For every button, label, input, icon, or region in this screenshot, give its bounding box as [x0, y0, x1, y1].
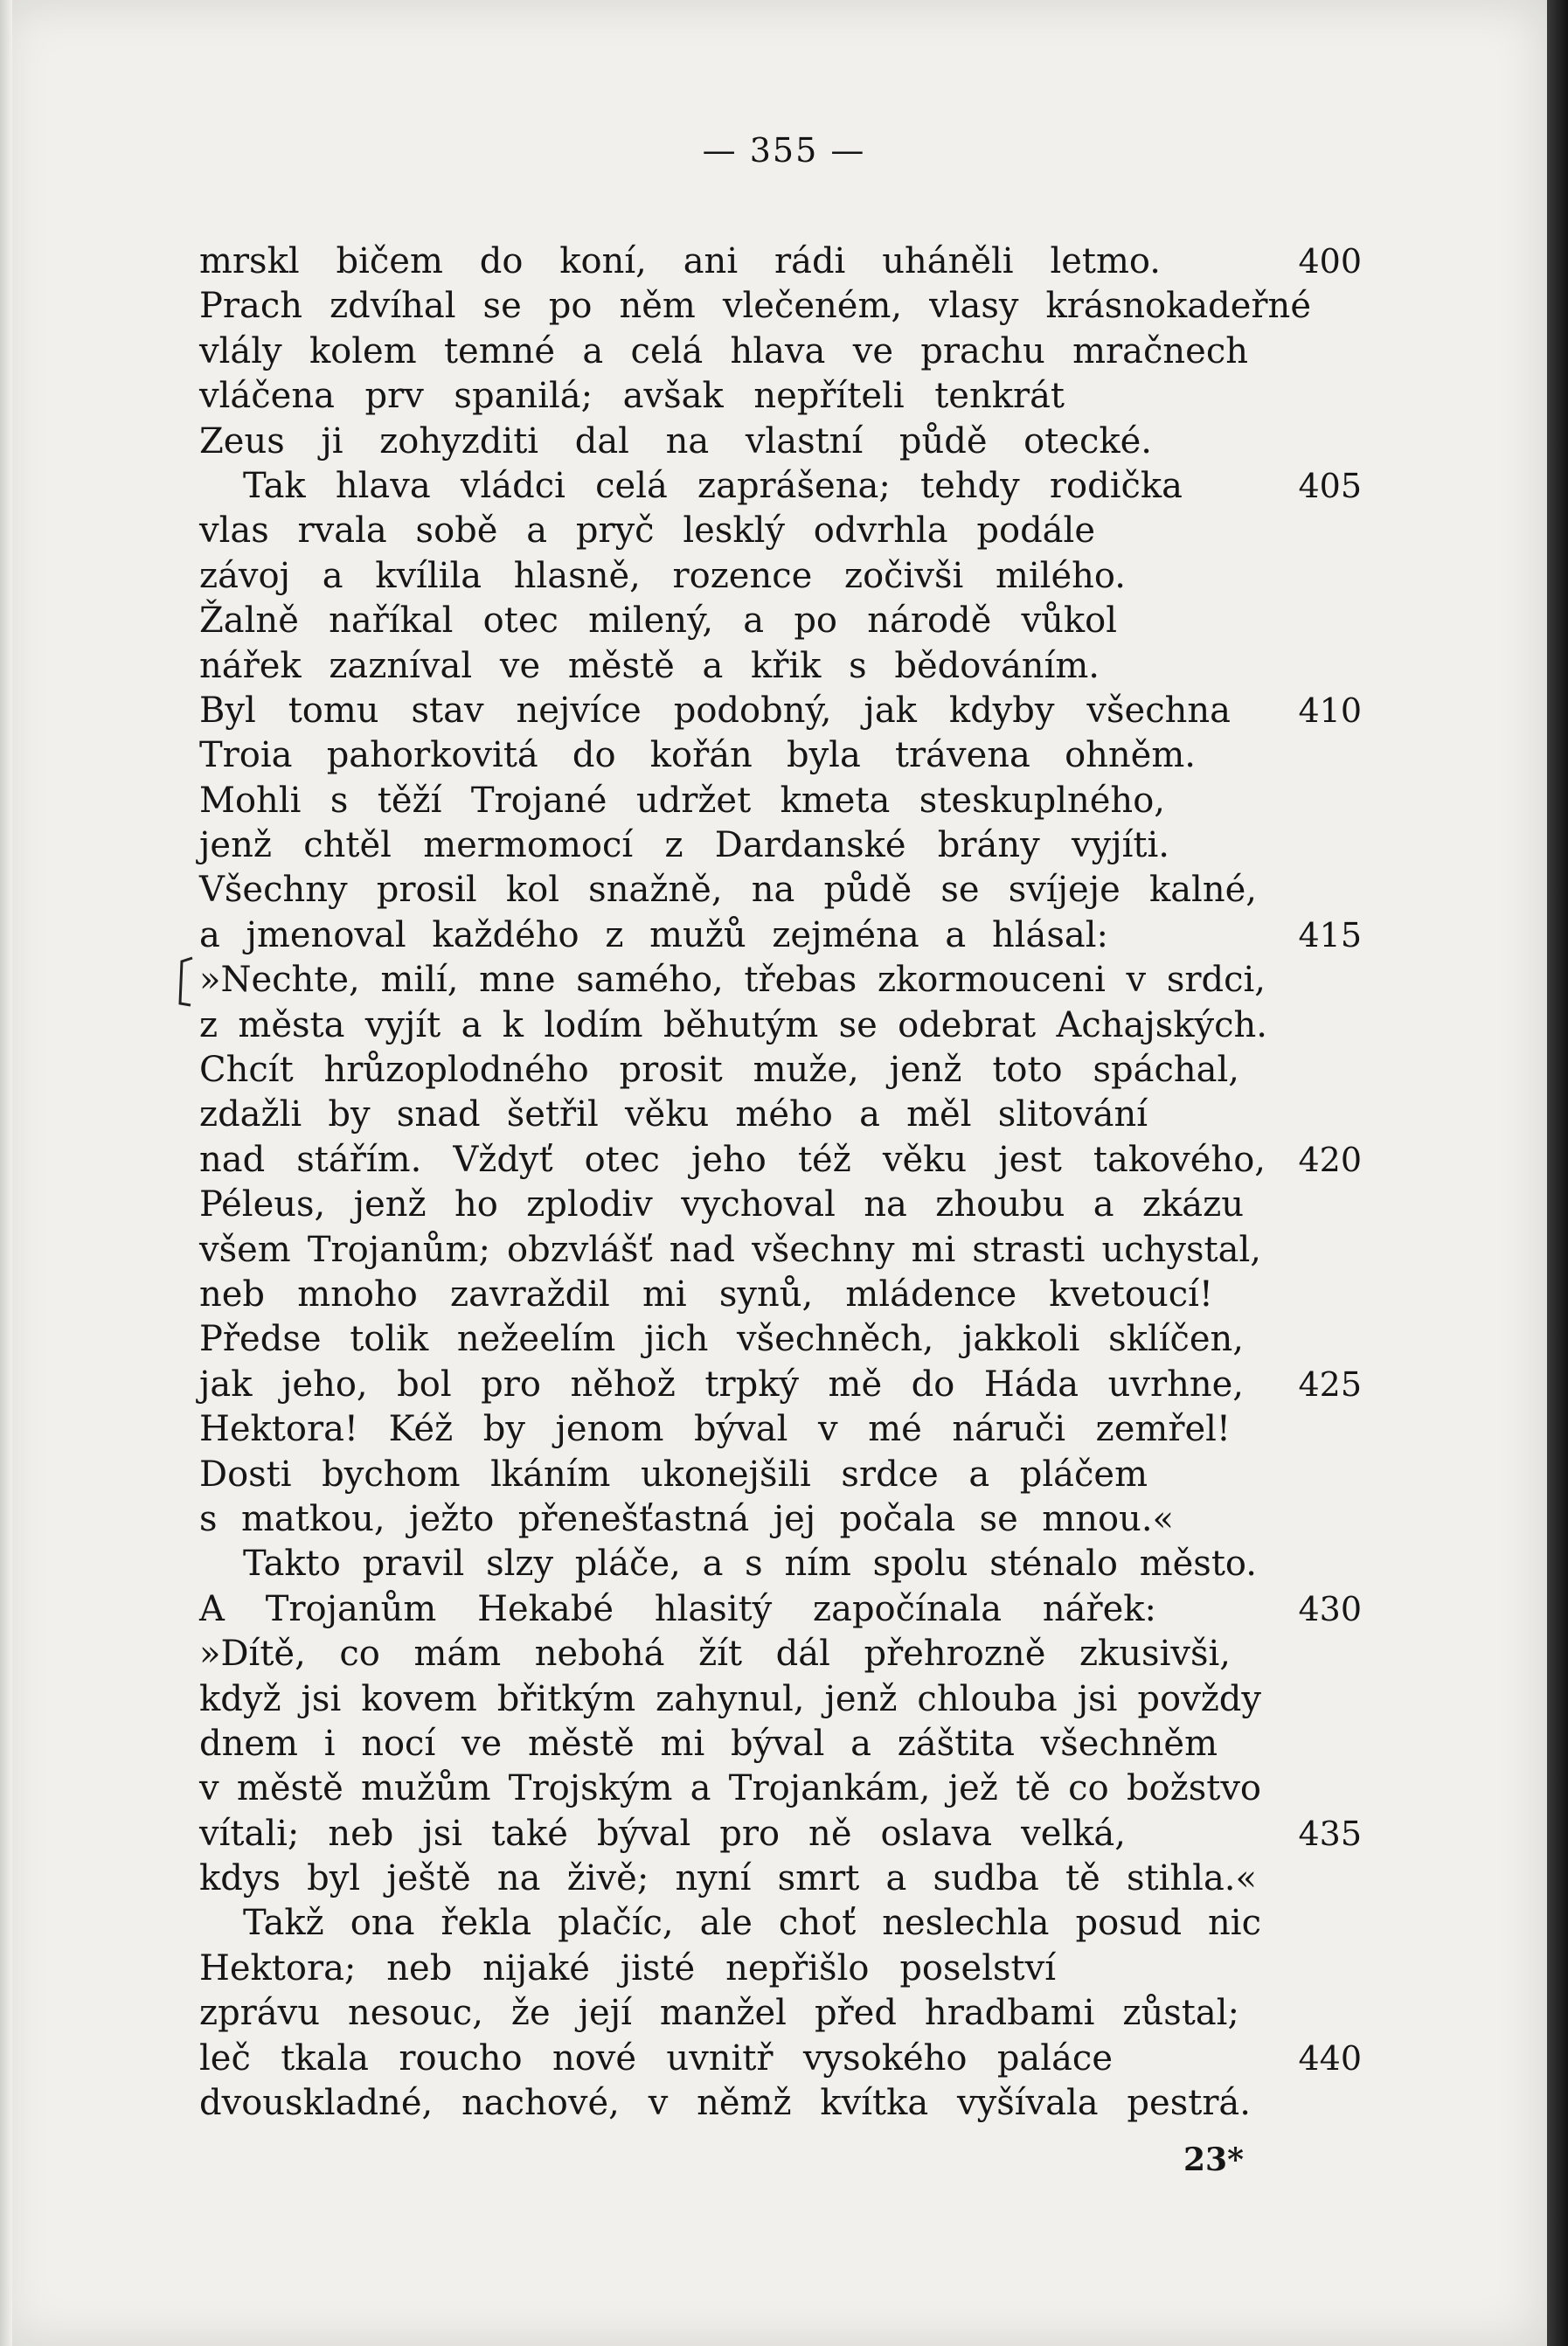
verse-text: Hektora; neb nijaké jisté nepřišlo poselství	[199, 1947, 1056, 1989]
verse-line	[199, 779, 1362, 823]
verse-line	[199, 1407, 1362, 1452]
verse-line	[199, 1587, 1362, 1632]
verse-text: Mohli s těží Trojané udržet kmeta steskuplného,	[199, 780, 1165, 821]
verse-text: vlály kolem temné a celá hlava ve prachu mračnech	[199, 330, 1248, 371]
line-number: 440	[1298, 2038, 1362, 2078]
verse-text: neb mnoho zavraždil mi synů, mládence kvetoucí!	[199, 1274, 1213, 1315]
verse-line	[199, 1632, 1362, 1676]
verse-text: všem Trojanům; obzvlášť nad všechny mi strasti uchystal,	[199, 1229, 1261, 1270]
verse-line	[199, 1497, 1362, 1542]
page-right-edge	[1547, 0, 1568, 2346]
line-number: 405	[1298, 466, 1362, 505]
verse-line	[199, 2037, 1362, 2081]
verse-line	[199, 733, 1362, 778]
verse-block	[199, 239, 1362, 2126]
verse-line	[199, 1857, 1362, 1901]
page-number: — 355 —	[702, 131, 866, 170]
verse-text: Chcít hrůzoplodného prosit muže, jenž toto spáchal,	[199, 1050, 1239, 1091]
verse-line	[199, 509, 1362, 553]
verse-line	[199, 1093, 1362, 1137]
verse-text: v městě mužům Trojským a Trojankám, jež tě co božstvo	[199, 1768, 1261, 1809]
verse-text: Hektora! Kéž by jenom býval v mé náruči zemřel!	[199, 1409, 1231, 1450]
verse-line	[199, 464, 1362, 509]
verse-text: závoj a kvílila hlasně, rozence zočivši milého.	[199, 555, 1126, 596]
verse-text: Troia pahorkovitá do kořán byla trávena ohněm.	[199, 735, 1196, 776]
verse-text: dvouskladné, nachové, v němž kvítka vyšívala pestrá.	[199, 2083, 1251, 2124]
verse-line	[199, 239, 1362, 284]
verse-text: Dosti bychom lkáním ukonejšili srdce a pláčem	[199, 1454, 1148, 1495]
page-left-edge	[0, 0, 12, 2346]
verse-text: nad stářím. Vždyť otec jeho též věku jest takového,	[199, 1139, 1266, 1180]
verse-text: jenž chtěl mermomocí z Dardanské brány vyjíti.	[199, 825, 1169, 866]
verse-line	[199, 1183, 1362, 1227]
verse-text: »Dítě, co mám nebohá žít dál přehrozně zkusivši,	[199, 1634, 1231, 1675]
verse-line	[199, 1228, 1362, 1273]
verse-line	[199, 284, 1362, 329]
verse-text: jak jeho, bol pro něhož trpký mě do Háda uvrhne,	[199, 1364, 1244, 1405]
verse-line	[199, 1722, 1362, 1766]
line-number: 415	[1298, 915, 1362, 954]
verse-text: dnem i nocí ve městě mi býval a záštita všechněm	[199, 1723, 1218, 1764]
verse-line	[199, 374, 1362, 419]
line-number: 425	[1298, 1364, 1362, 1404]
verse-line	[199, 868, 1362, 913]
verse-text: kdys byl ještě na živě; nyní smrt a sudba tě stihla.«	[199, 1858, 1257, 1899]
line-number: 410	[1298, 691, 1362, 730]
line-number: 430	[1298, 1589, 1362, 1628]
verse-text: vláčena prv spanilá; avšak nepříteli tenkrát	[199, 376, 1065, 417]
verse-text: vítali; neb jsi také býval pro ně oslava velká,	[199, 1813, 1126, 1854]
verse-text: Péleus, jenž ho zplodiv vychoval na zhoubu a zkázu	[199, 1184, 1244, 1225]
verse-line	[199, 1677, 1362, 1722]
verse-text: vlas rvala sobě a pryč lesklý odvrhla podále	[199, 510, 1095, 552]
line-number: 420	[1298, 1140, 1362, 1179]
verse-line	[199, 1947, 1362, 1991]
verse-text: Prach zdvíhal se po něm vlečeném, vlasy krásnokadeřné	[199, 286, 1311, 327]
verse-line	[199, 1317, 1362, 1362]
verse-text: zprávu nesouc, že její manžel před hradbami zůstal;	[199, 1993, 1239, 2034]
verse-text: Žalně naříkal otec milený, a po národě vůkol	[199, 600, 1117, 642]
verse-text: s matkou, ježto přenešťastná jej počala se mnou.«	[199, 1498, 1174, 1539]
verse-line	[199, 599, 1362, 643]
verse-text: Takto pravil slzy pláče, a s ním spolu sténalo město.	[243, 1544, 1257, 1585]
verse-line	[199, 330, 1362, 374]
verse-line	[199, 554, 1362, 599]
verse-text: Takž ona řekla plačíc, ale choť neslechla posud nic	[243, 1903, 1261, 1944]
margin-bracket-mark	[175, 954, 196, 1007]
verse-line	[199, 644, 1362, 689]
verse-text: z města vyjít a k lodím běhutým se odebrat Achajských.	[199, 1004, 1267, 1045]
verse-text: zdažli by snad šetřil věku mého a měl slitování	[199, 1094, 1148, 1135]
verse-line	[199, 1048, 1362, 1093]
verse-text: Všechny prosil kol snažně, na půdě se svíjeje kalné,	[199, 870, 1257, 911]
verse-line	[199, 1453, 1362, 1497]
verse-line	[199, 420, 1362, 464]
verse-text: nářek zazníval ve městě a křik s bědováním.	[199, 645, 1100, 686]
line-number: 435	[1298, 1814, 1362, 1853]
verse-line	[199, 689, 1362, 733]
line-number: 400	[1298, 242, 1362, 281]
verse-text: Tak hlava vládci celá zaprášena; tehdy rodička	[243, 465, 1183, 506]
verse-line	[199, 913, 1362, 958]
verse-text: Zeus ji zohyzditi dal na vlastní půdě otecké.	[199, 420, 1152, 462]
verse-line	[199, 1542, 1362, 1586]
verse-text: když jsi kovem břitkým zahynul, jenž chlouba jsi povždy	[199, 1678, 1261, 1719]
verse-text: leč tkala roucho nové uvnitř vysokého paláce	[199, 2037, 1113, 2079]
verse-text: Předse tolik nežeelím jich všechněch, jakkoli sklíčen,	[199, 1319, 1244, 1360]
verse-line	[199, 2081, 1362, 2126]
verse-line	[199, 1766, 1362, 1811]
printer-signature: 23*	[1183, 2141, 1244, 2178]
verse-text: A Trojanům Hekabé hlasitý započínala nářek:	[199, 1588, 1156, 1629]
verse-line	[199, 1991, 1362, 2036]
verse-line	[199, 958, 1362, 1003]
verse-line	[199, 1363, 1362, 1407]
verse-text: mrskl bičem do koní, ani rádi uháněli letmo.	[199, 241, 1161, 281]
verse-line	[199, 823, 1362, 868]
verse-text: a jmenoval každého z mužů zejména a hlásal:	[199, 914, 1108, 955]
verse-text: »Nechte, milí, mne samého, třebas zkormouceni v srdci,	[199, 960, 1266, 1001]
verse-line	[199, 1273, 1362, 1317]
verse-line	[199, 1812, 1362, 1857]
verse-line	[199, 1003, 1362, 1048]
verse-text: Byl tomu stav nejvíce podobný, jak kdyby všechna	[199, 690, 1231, 731]
verse-line	[199, 1901, 1362, 1946]
verse-line	[199, 1138, 1362, 1183]
